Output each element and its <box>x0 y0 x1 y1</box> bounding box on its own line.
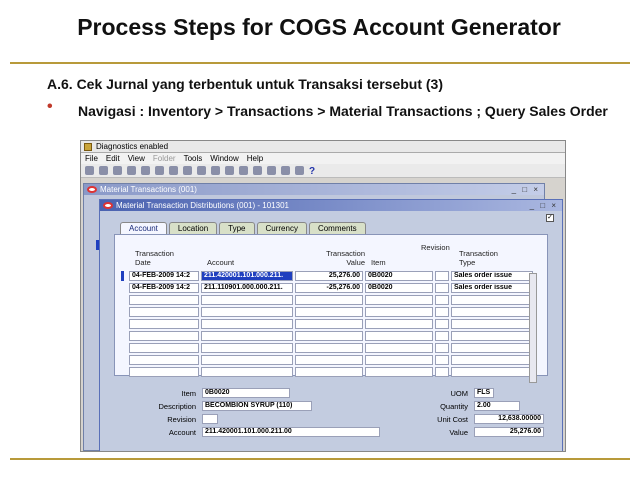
current-row-indicator <box>121 271 124 281</box>
account-label: Account <box>168 428 196 437</box>
save-icon[interactable] <box>127 166 136 175</box>
toolbar <box>81 164 565 178</box>
delete-record-icon[interactable] <box>225 166 234 175</box>
app-title: Diagnostics enabled <box>96 142 169 151</box>
tab-location[interactable]: Location <box>169 222 217 234</box>
table-row[interactable] <box>129 283 535 293</box>
bullet-dot: • <box>47 98 53 115</box>
menu-help[interactable]: Help <box>246 154 264 163</box>
window-controls[interactable]: _ □ × <box>511 185 540 194</box>
bullet-text: Navigasi : Inventory > Transactions > Material Transactions ; Query Sales Order <box>78 103 608 119</box>
help-icon[interactable]: ? <box>309 166 316 177</box>
title-rule <box>10 62 630 64</box>
tab-account[interactable]: Account <box>120 222 167 234</box>
account-field[interactable]: 211.420001.101.000.211.00 <box>202 427 380 437</box>
menu-edit[interactable]: Edit <box>105 154 120 163</box>
tab-currency[interactable]: Currency <box>257 222 307 234</box>
menu-folder[interactable]: Folder <box>152 154 176 163</box>
revision-cell[interactable] <box>435 271 449 281</box>
distributions-window <box>99 199 563 452</box>
vertical-scrollbar[interactable] <box>529 273 537 383</box>
print-icon[interactable] <box>141 166 150 175</box>
menu-window[interactable]: Window <box>210 154 239 163</box>
menu-view[interactable]: View <box>127 154 145 163</box>
attachments-icon[interactable] <box>281 166 290 175</box>
folder-tools-icon[interactable] <box>295 166 304 175</box>
account-cell[interactable]: 211.420001.101.000.211. <box>201 271 293 281</box>
description-label: Description <box>158 402 196 411</box>
tab-strip <box>120 222 368 234</box>
menu-file[interactable]: File <box>85 154 98 163</box>
value-field[interactable]: 25,276.00 <box>474 427 544 437</box>
new-record-icon[interactable] <box>211 166 220 175</box>
empty-row[interactable] <box>129 331 535 341</box>
col-account: Account <box>207 258 235 267</box>
distributions-panel <box>114 234 548 376</box>
quantity-label: Quantity <box>440 402 468 411</box>
col-transaction-type: Transaction Type <box>459 249 498 267</box>
col-revision: Revision <box>421 243 450 252</box>
new-icon[interactable] <box>85 166 94 175</box>
distributions-titlebar <box>100 200 562 211</box>
app-titlebar <box>81 141 565 153</box>
material-transactions-title: Material Transactions (001) <box>100 185 197 194</box>
oracle-logo-icon <box>87 186 97 193</box>
oracle-screenshot <box>80 140 566 452</box>
quantity-field[interactable]: 2.00 <box>474 401 520 411</box>
uom-field[interactable]: FLS <box>474 388 494 398</box>
col-item: Item <box>371 258 386 267</box>
account-cell[interactable]: 211.110901.000.000.211. <box>201 283 293 293</box>
uom-label: UOM <box>450 389 468 398</box>
description-field[interactable]: BECOMBION SYRUP (110) <box>202 401 312 411</box>
col-value: Transaction Value <box>326 249 365 267</box>
close-form-icon[interactable] <box>155 166 164 175</box>
item-field[interactable]: 0B0020 <box>202 388 290 398</box>
tab-comments[interactable]: Comments <box>309 222 366 234</box>
menu-tools[interactable]: Tools <box>183 154 203 163</box>
menu-bar <box>81 153 565 164</box>
tab-type[interactable]: Type <box>219 222 254 234</box>
revision-cell[interactable] <box>435 283 449 293</box>
distributions-title: Material Transaction Distributions (001) - 101301 <box>116 201 289 210</box>
zoom-icon[interactable] <box>253 166 262 175</box>
table-row[interactable] <box>129 271 535 281</box>
slide-heading: A.6. Cek Jurnal yang terbentuk untuk Transaksi tersebut (3) <box>47 76 443 92</box>
find-icon[interactable] <box>99 166 108 175</box>
col-transaction-date: Transaction Date <box>135 249 174 267</box>
cut-icon[interactable] <box>169 166 178 175</box>
translations-icon[interactable] <box>267 166 276 175</box>
footer-rule <box>10 458 630 460</box>
material-transactions-titlebar <box>84 184 544 195</box>
date-cell[interactable]: 04-FEB-2009 14:2 <box>129 283 199 293</box>
slide-title: Process Steps for COGS Account Generator <box>77 14 561 40</box>
copy-icon[interactable] <box>183 166 192 175</box>
window-controls[interactable]: _ □ × <box>529 201 558 210</box>
edit-field-icon[interactable] <box>239 166 248 175</box>
unit-cost-field[interactable]: 12,638.00000 <box>474 414 544 424</box>
revision-label: Revision <box>167 415 196 424</box>
item-cell[interactable]: 0B0020 <box>365 283 433 293</box>
unit-cost-label: Unit Cost <box>437 415 468 424</box>
value-cell[interactable]: -25,276.00 <box>295 283 363 293</box>
empty-row[interactable] <box>129 343 535 353</box>
empty-row[interactable] <box>129 307 535 317</box>
type-cell[interactable]: Sales order issue <box>451 271 533 281</box>
item-cell[interactable]: 0B0020 <box>365 271 433 281</box>
nav-icon[interactable] <box>113 166 122 175</box>
empty-row[interactable] <box>129 295 535 305</box>
value-cell[interactable]: 25,276.00 <box>295 271 363 281</box>
type-cell[interactable]: Sales order issue <box>451 283 533 293</box>
date-cell[interactable]: 04-FEB-2009 14:2 <box>129 271 199 281</box>
revision-field[interactable] <box>202 414 218 424</box>
empty-row[interactable] <box>129 319 535 329</box>
app-icon <box>84 143 92 151</box>
paste-icon[interactable] <box>197 166 206 175</box>
empty-row[interactable] <box>129 367 535 377</box>
oracle-logo-icon <box>103 202 113 209</box>
value-label: Value <box>449 428 468 437</box>
folder-checkbox[interactable]: ✓ <box>547 214 553 221</box>
item-label: Item <box>181 389 196 398</box>
empty-row[interactable] <box>129 355 535 365</box>
